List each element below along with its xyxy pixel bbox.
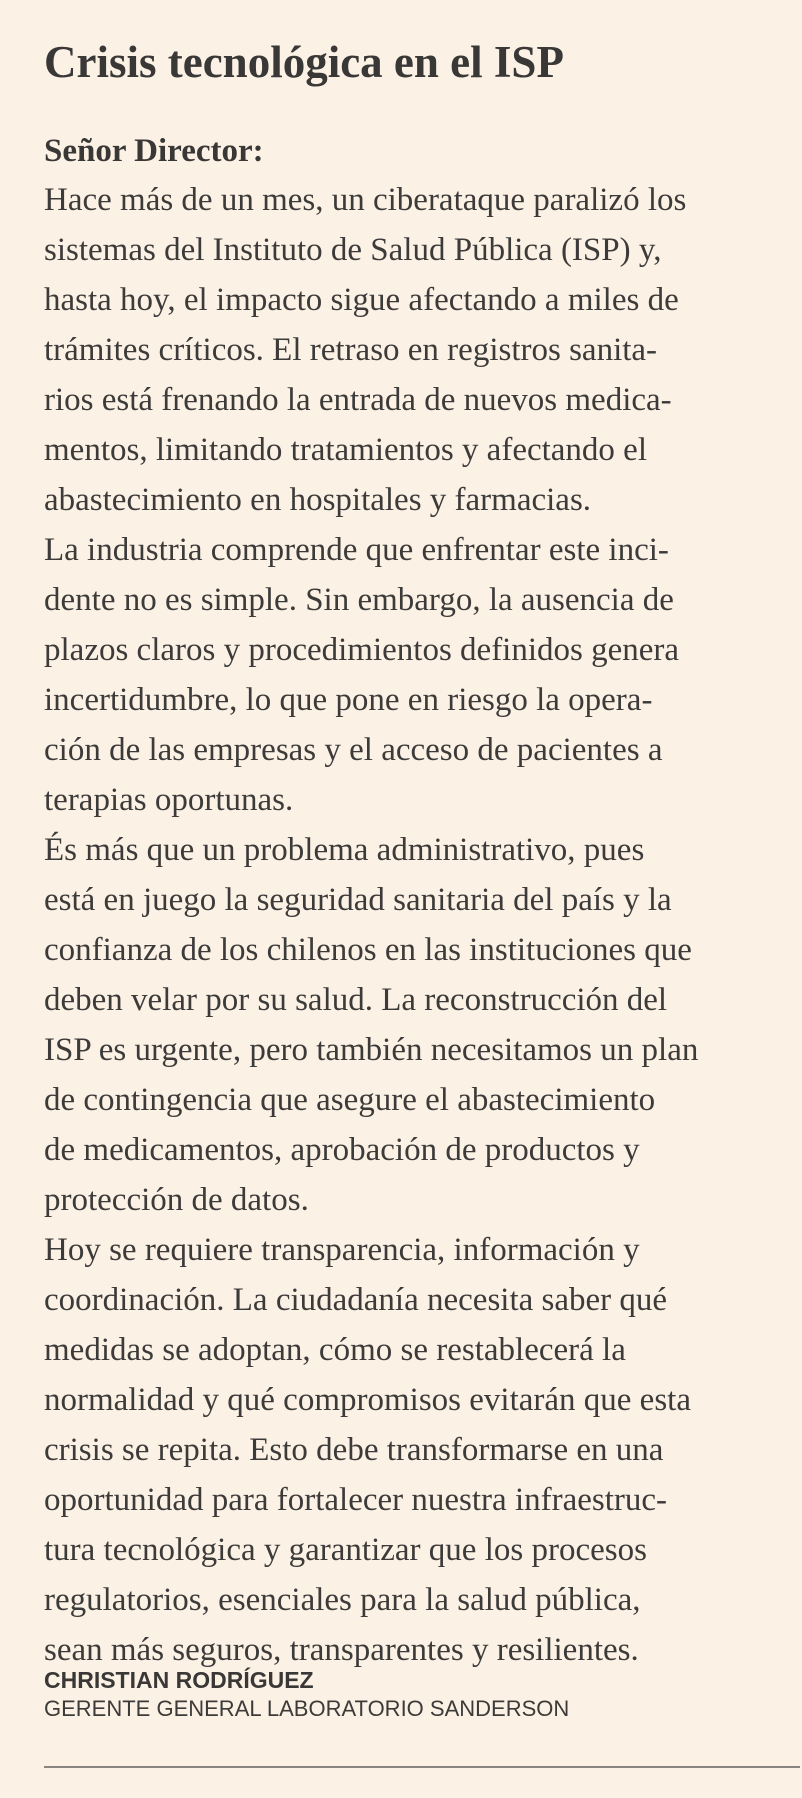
salutation: Señor Director:	[44, 133, 264, 169]
signature-name: CHRISTIAN RODRÍGUEZ	[44, 1667, 314, 1693]
body-line: medidas se adoptan, cómo se restablecerá la	[44, 1332, 626, 1368]
body-line: de contingencia que asegure el abastecimiento	[44, 1082, 656, 1118]
body-line: ISP es urgente, pero también necesitamos un plan	[44, 1032, 699, 1068]
body-line: deben velar por su salud. La reconstrucción del	[44, 982, 668, 1018]
body-line: hasta hoy, el impacto sigue afectando a miles de	[44, 282, 679, 318]
letter-body	[44, 175, 698, 1675]
bottom-divider	[44, 1766, 800, 1768]
body-line: mentos, limitando tratamientos y afectando el	[44, 432, 647, 468]
body-line: oportunidad para fortalecer nuestra infraestruc-	[44, 1482, 668, 1518]
body-line: ción de las empresas y el acceso de pacientes a	[44, 732, 663, 768]
body-line: abastecimiento en hospitales y farmacias.	[44, 482, 592, 518]
body-line: de medicamentos, aprobación de productos y	[44, 1132, 640, 1168]
body-line: normalidad y qué compromisos evitarán que esta	[44, 1382, 691, 1418]
body-line: sistemas del Instituto de Salud Pública (ISP) y,	[44, 232, 662, 268]
body-line: incertidumbre, lo que pone en riesgo la opera-	[44, 682, 653, 718]
body-line: protección de datos.	[44, 1182, 309, 1218]
body-line: Hace más de un mes, un ciberataque paralizó los	[44, 182, 687, 218]
body-line: regulatorios, esenciales para la salud pública,	[44, 1582, 641, 1618]
signature-role: GERENTE GENERAL LABORATORIO SANDERSON	[44, 1696, 570, 1721]
letter-title: Crisis tecnológica en el ISP	[44, 37, 564, 87]
body-line: dente no es simple. Sin embargo, la ausencia de	[44, 582, 674, 618]
body-line: confianza de los chilenos en las instituciones que	[44, 932, 692, 968]
body-line: És más que un problema administrativo, pues	[44, 832, 645, 868]
body-line: rios está frenando la entrada de nuevos medica-	[44, 382, 672, 418]
body-line: está en juego la seguridad sanitaria del país y la	[44, 882, 672, 918]
body-line: crisis se repita. Esto debe transformarse en una	[44, 1432, 664, 1468]
body-line: La industria comprende que enfrentar este inci-	[44, 532, 669, 568]
body-line: trámites críticos. El retraso en registros sanita-	[44, 332, 658, 368]
body-line: terapias oportunas.	[44, 782, 294, 818]
body-line: coordinación. La ciudadanía necesita saber qué	[44, 1282, 668, 1318]
body-line: plazos claros y procedimientos definidos genera	[44, 632, 680, 668]
body-line: tura tecnológica y garantizar que los procesos	[44, 1532, 647, 1568]
body-line: sean más seguros, transparentes y resilientes.	[44, 1632, 639, 1668]
body-line: Hoy se requiere transparencia, información y	[44, 1232, 640, 1268]
